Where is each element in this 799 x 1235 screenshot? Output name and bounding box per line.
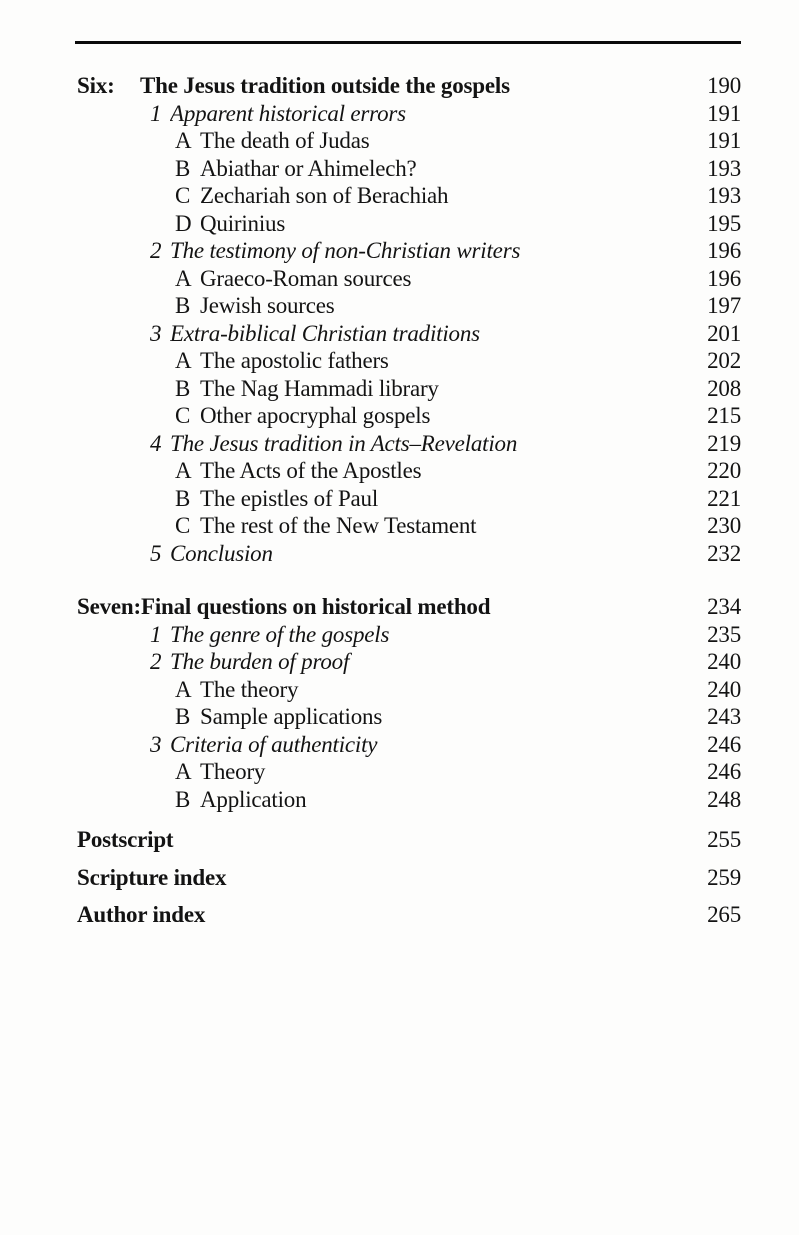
subsection-letter: B [175, 375, 191, 401]
page-number: 230 [707, 513, 741, 538]
page-number: 221 [707, 485, 741, 511]
section-title: The Jesus tradition in Acts–Revelation [170, 430, 518, 456]
subsection-letter: B [175, 786, 191, 812]
subsection-title: Abiathar or Ahimelech? [200, 155, 417, 181]
toc-chapter-row-six [77, 72, 741, 100]
section-number: 4 [150, 430, 162, 456]
section-number: 3 [150, 731, 162, 757]
subsection-title: Zechariah son of Berachiah [200, 183, 449, 208]
toc-subsection-row [77, 155, 741, 183]
page-number: 193 [707, 183, 741, 208]
section-title: The genre of the gospels [170, 621, 390, 647]
subsection-letter: A [175, 676, 192, 702]
page-number: 265 [707, 902, 741, 927]
subsection-letter: B [175, 293, 191, 318]
section-number: 1 [150, 100, 162, 126]
toc-subsection-row [77, 485, 741, 513]
subsection-title: Sample applications [200, 704, 383, 729]
toc-subsection-row [77, 512, 741, 540]
subsection-letter: B [175, 485, 191, 511]
subsection-title: The theory [200, 676, 299, 702]
toc-backmatter-row-postscript [77, 826, 741, 854]
page-number: 259 [707, 864, 741, 890]
subsection-letter: B [175, 155, 191, 181]
toc-subsection-row [77, 292, 741, 320]
section-number: 1 [150, 621, 162, 647]
page-number: 191 [707, 128, 741, 153]
subsection-letter: C [175, 513, 191, 538]
subsection-title: Other apocryphal gospels [200, 403, 431, 428]
toc-subsection-row [77, 347, 741, 375]
toc-section-row [77, 237, 741, 265]
subsection-title: The epistles of Paul [200, 485, 379, 511]
backmatter-title: Author index [77, 902, 206, 927]
section-number: 2 [150, 649, 162, 674]
section-title: Criteria of authenticity [170, 731, 378, 757]
toc-subsection-row [77, 375, 741, 403]
toc-subsection-row [77, 457, 741, 485]
subsection-title: The death of Judas [200, 128, 370, 153]
page-number: 220 [707, 458, 741, 483]
toc-section-row [77, 621, 741, 649]
subsection-letter: C [175, 403, 191, 428]
toc-section-row [77, 648, 741, 676]
toc-section-row [77, 540, 741, 568]
backmatter-title: Postscript [77, 827, 174, 852]
page-number: 193 [707, 155, 741, 181]
page-number: 234 [707, 594, 741, 619]
toc-backmatter-row-author-index [77, 901, 741, 929]
subsection-title: The rest of the New Testament [200, 513, 477, 538]
toc-subsection-row [77, 402, 741, 430]
subsection-title: The Nag Hammadi library [200, 375, 439, 401]
horizontal-rule [75, 41, 741, 44]
page-number: 196 [707, 265, 741, 291]
page-number: 196 [707, 238, 741, 263]
toc-subsection-row [77, 210, 741, 238]
chapter-title: The Jesus tradition outside the gospels [140, 73, 510, 98]
table-of-contents [77, 72, 741, 929]
section-title: The burden of proof [170, 649, 350, 674]
section-number: 5 [150, 540, 162, 566]
toc-subsection-row [77, 786, 741, 814]
toc-subsection-row [77, 182, 741, 210]
page-number: 232 [707, 540, 741, 566]
page-number: 248 [707, 786, 741, 812]
chapter-label: Six: [77, 73, 115, 98]
page-number: 202 [707, 348, 741, 373]
section-title: The testimony of non-Christian writers [170, 238, 521, 263]
page-number: 240 [707, 676, 741, 702]
page-number: 246 [707, 731, 741, 757]
subsection-letter: C [175, 183, 191, 208]
chapter-label: Seven: [77, 594, 141, 619]
section-number: 3 [150, 320, 162, 346]
page-number: 208 [707, 375, 741, 401]
page-number: 240 [707, 649, 741, 674]
toc-section-row [77, 430, 741, 458]
subsection-letter: A [175, 458, 192, 483]
page-number: 197 [707, 293, 741, 318]
subsection-title: Application [200, 786, 307, 812]
toc-subsection-row [77, 265, 741, 293]
subsection-letter: A [175, 348, 192, 373]
subsection-title: Quirinius [200, 210, 286, 236]
subsection-letter: B [175, 704, 191, 729]
toc-subsection-row [77, 703, 741, 731]
toc-subsection-row [77, 758, 741, 786]
section-title: Extra-biblical Christian traditions [170, 320, 480, 346]
page-number: 201 [707, 320, 741, 346]
section-number: 2 [150, 238, 162, 263]
toc-section-row [77, 731, 741, 759]
toc-section-row [77, 100, 741, 128]
subsection-title: Graeco-Roman sources [200, 265, 412, 291]
toc-backmatter-row-scripture-index [77, 864, 741, 892]
toc-chapter-row-seven [77, 593, 741, 621]
subsection-title: The apostolic fathers [200, 348, 389, 373]
toc-subsection-row [77, 676, 741, 704]
backmatter-title: Scripture index [77, 864, 227, 890]
page-number: 195 [707, 210, 741, 236]
section-title: Conclusion [170, 540, 273, 566]
subsection-title: Jewish sources [200, 293, 335, 318]
toc-section-row [77, 320, 741, 348]
page-number: 219 [707, 430, 741, 456]
toc-subsection-row [77, 127, 741, 155]
section-title: Apparent historical errors [170, 100, 406, 126]
page-number: 190 [707, 73, 741, 98]
page-number: 235 [707, 621, 741, 647]
subsection-title: The Acts of the Apostles [200, 458, 422, 483]
page-number: 191 [707, 100, 741, 126]
page-number: 243 [707, 704, 741, 729]
page-number: 215 [707, 403, 741, 428]
page-number: 255 [707, 827, 741, 852]
subsection-letter: A [175, 265, 192, 291]
chapter-title: Final questions on historical method [140, 594, 491, 619]
subsection-letter: A [175, 128, 192, 153]
page-number: 246 [707, 759, 741, 784]
subsection-letter: D [175, 210, 192, 236]
subsection-letter: A [175, 759, 192, 784]
subsection-title: Theory [200, 759, 266, 784]
